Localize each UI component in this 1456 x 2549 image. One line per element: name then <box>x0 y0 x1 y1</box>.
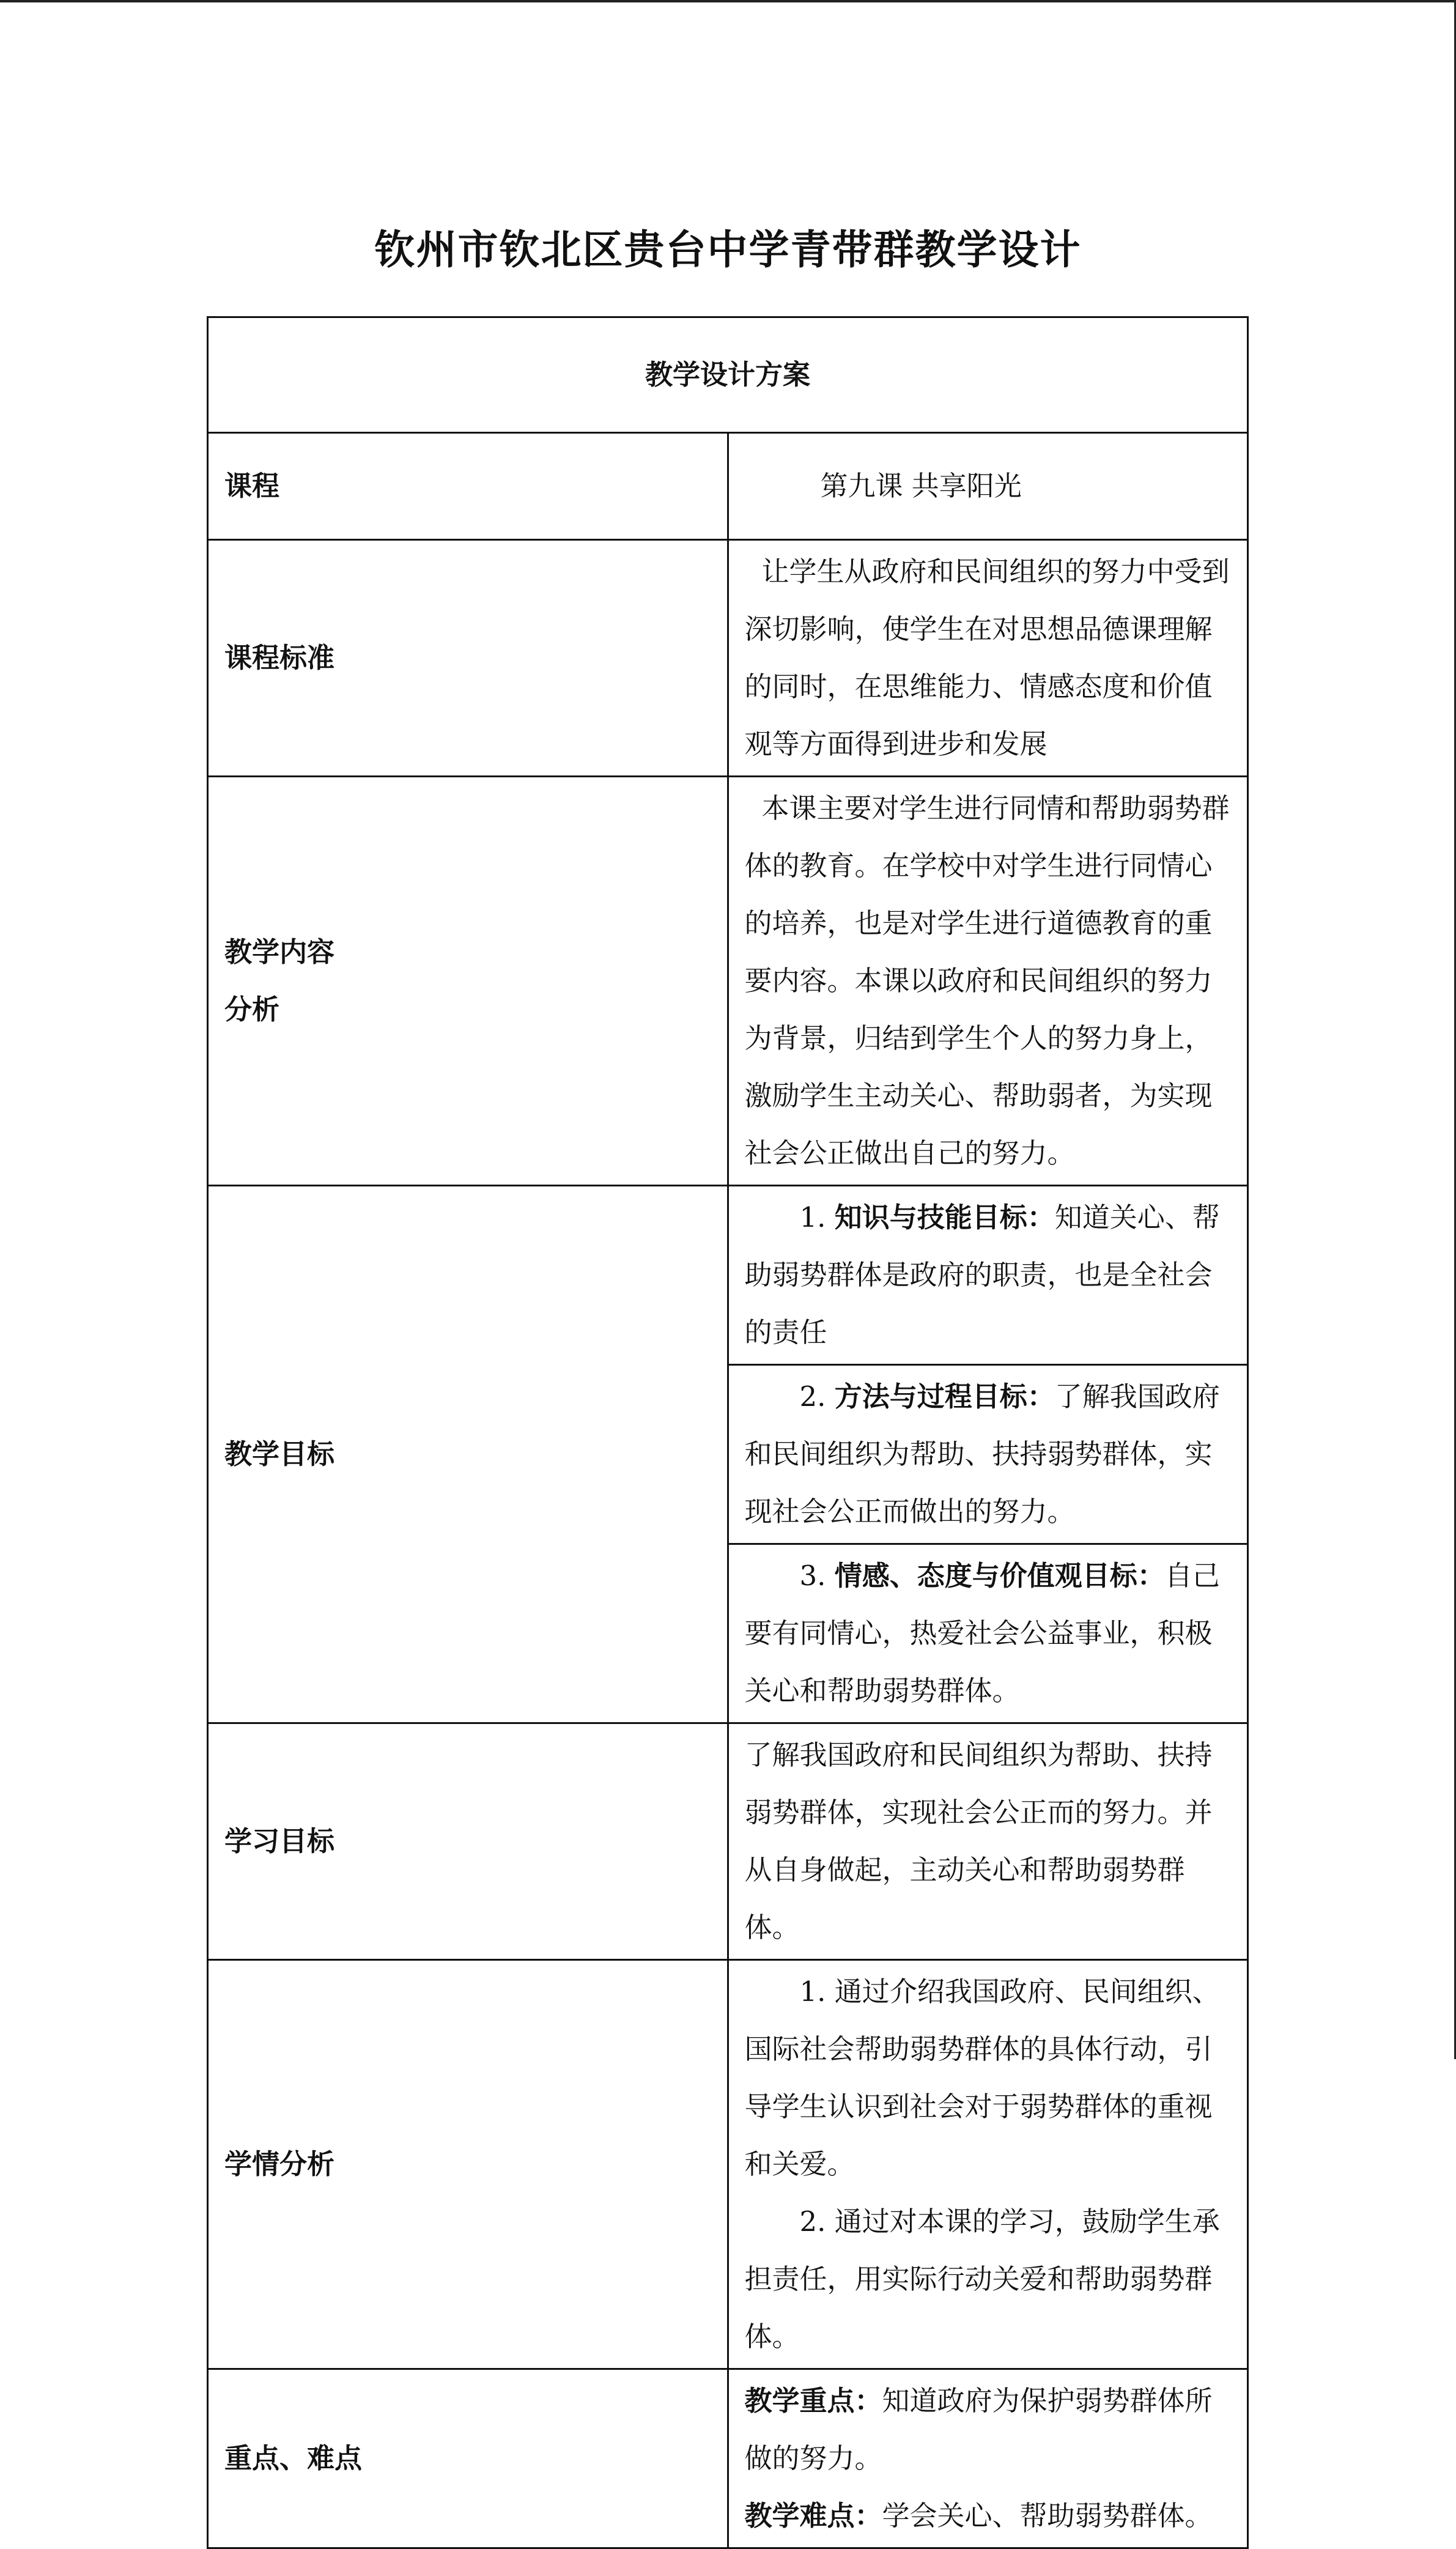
goal-1-text: 知道关心、帮助弱势群体是政府的职责，也是全社会的责任 <box>744 1201 1220 1348</box>
teaching-goal-1 <box>728 1186 1248 1365</box>
goal-3-text: 自己要有同情心，热爱社会公益事业，积极关心和帮助弱势群体。 <box>744 1559 1220 1707</box>
situation-item-1: 1. 通过介绍我国政府、民间组织、国际社会帮助弱势群体的具体行动，引导学生认识到社会对于弱势群体的重视和关爱。 <box>744 1975 1220 2180</box>
goal-2-num: 2. <box>799 1380 826 1413</box>
learning-goals-value: 了解我国政府和民间组织为帮助、扶持弱势群体，实现社会公正而的努力。并从自身做起，主动关心和帮助弱势群体。 <box>728 1723 1248 1960</box>
content-analysis-row <box>208 777 1248 1186</box>
goal-2-text: 了解我国政府和民间组织为帮助、扶持弱势群体，实现社会公正而做出的努力。 <box>744 1380 1220 1528</box>
goal-3-num: 3. <box>799 1559 826 1592</box>
course-value: 第九课 共享阳光 <box>728 433 1248 540</box>
difficult-point-text: 学会关心、帮助弱势群体。 <box>882 2499 1213 2532</box>
course-row <box>208 433 1248 540</box>
page-top-border <box>0 0 1456 2</box>
situation-row <box>208 1960 1248 2369</box>
teaching-goal-row-1 <box>208 1186 1248 1365</box>
goal-2-heading: 方法与过程目标： <box>834 1380 1055 1413</box>
learning-goals-label: 学习目标 <box>208 1723 728 1960</box>
goal-3-heading: 情感、态度与价值观目标： <box>834 1559 1165 1592</box>
design-table <box>207 316 1249 2549</box>
plan-header: 教学设计方案 <box>208 317 1248 433</box>
content-analysis-label-text: 教学内容分析 <box>224 936 335 1026</box>
course-label: 课程 <box>208 433 728 540</box>
key-points-value <box>728 2369 1248 2548</box>
content-analysis-value: 本课主要对学生进行同情和帮助弱势群体的教育。在学校中对学生进行同情心的培养，也是对学生进行道德教育的重要内容。本课以政府和民间组织的努力为背景，归结到学生个人的努力身上，激励学生主动关心、帮助弱者，为实现社会公正做出自己的努力。 <box>728 777 1248 1186</box>
goal-1-num: 1. <box>799 1201 826 1234</box>
teaching-goal-3 <box>728 1544 1248 1723</box>
key-points-label: 重点、难点 <box>208 2369 728 2548</box>
key-point-line <box>745 2372 1232 2487</box>
key-points-row <box>208 2369 1248 2548</box>
goal-1-heading: 知识与技能目标： <box>834 1201 1055 1234</box>
standard-row <box>208 540 1248 777</box>
plan-header-row <box>208 317 1248 433</box>
content-analysis-label <box>208 777 728 1186</box>
key-point-text: 知道政府为保护弱势群体所做的努力。 <box>744 2384 1213 2474</box>
situation-item-2: 2. 通过对本课的学习，鼓励学生承担责任，用实际行动关爱和帮助弱势群体。 <box>744 2205 1220 2353</box>
standard-value: 让学生从政府和民间组织的努力中受到深切影响，使学生在对思想品德课理解的同时，在思维能力、情感态度和价值观等方面得到进步和发展 <box>728 540 1248 777</box>
learning-goals-row <box>208 1723 1248 1960</box>
difficult-point-heading: 教学难点： <box>744 2499 882 2532</box>
situation-label: 学情分析 <box>208 1960 728 2369</box>
standard-label: 课程标准 <box>208 540 728 777</box>
difficult-point-line <box>745 2487 1232 2545</box>
key-point-heading: 教学重点： <box>744 2384 882 2417</box>
teaching-goals-label: 教学目标 <box>208 1186 728 1723</box>
situation-value <box>728 1960 1248 2369</box>
teaching-goal-2 <box>728 1365 1248 1544</box>
document-title: 钦州市钦北区贵台中学青带群教学设计 <box>374 226 1082 273</box>
